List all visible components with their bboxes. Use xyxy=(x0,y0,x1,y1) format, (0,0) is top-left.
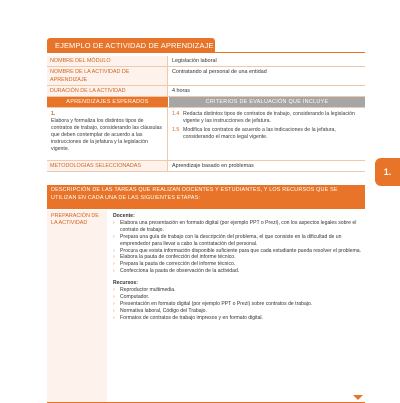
criterio-number: 1.4 xyxy=(172,111,180,117)
list-item-text: Presentación en formato digital (por ejemplo PPT o Prezi) sobre contratos de trabajo. xyxy=(120,300,313,307)
list-item xyxy=(113,220,361,234)
title-divider xyxy=(47,52,365,53)
row-duration xyxy=(47,86,365,97)
row-label: DURACIÓN DE LA ACTIVIDAD xyxy=(47,86,168,96)
list-item xyxy=(113,315,361,322)
metodologias-row xyxy=(47,161,365,172)
docente-heading: Docente: xyxy=(113,213,135,219)
list-item xyxy=(113,248,361,255)
recursos-heading: Recursos: xyxy=(113,280,138,287)
row-label: METODOLOGÍAS SELECCIONADAS xyxy=(47,161,168,171)
bullet-arrow-icon: › xyxy=(113,307,115,314)
criterio-item xyxy=(172,127,361,141)
list-item xyxy=(113,254,361,261)
aprendizaje-text: Elabora y formaliza los distintos tipos de contratos de trabajo, considerando las cláusulas que deben contemplar de acuerdo a las instrucciones de la jefatura y la legislación vigente. xyxy=(51,118,163,152)
bullet-arrow-icon: › xyxy=(113,247,115,254)
preparacion-label: PREPARACIÓN DE LA ACTIVIDAD xyxy=(47,210,107,402)
header-aprendizajes: APRENDIZAJES ESPERADOS xyxy=(47,97,169,107)
descripcion-band: DESCRIPCIÓN DE LAS TAREAS QUE REALIZAN DOCENTES Y ESTUDIANTES, Y LOS RECURSOS QUE SE UTILIZAN EN CADA UNA DE LAS SIGUIENTES ETAPAS: xyxy=(47,185,365,209)
row-value: Contratando al personal de una entidad xyxy=(172,69,267,75)
list-item-text: Confecciona la pauta de observación de la actividad. xyxy=(120,268,240,275)
list-item xyxy=(113,294,361,301)
preparacion-body xyxy=(107,210,365,402)
list-item-text: Prepara una guía de trabajo con la descripción del problema, el que consiste en la dificultad de un emprendedor para llevar a cabo la contratación del personal. xyxy=(120,233,342,247)
list-item-text: Reproductor multimedia. xyxy=(120,287,176,294)
list-item-text: Elabora una presentación en formato digital (por ejemplo PPT o Prezi), con los aspectos legales sobre el contrato de trabajo. xyxy=(120,219,357,233)
info-table xyxy=(47,56,365,172)
preparacion-section xyxy=(47,210,365,402)
list-item-text: Procura que exista información disponible suficiente para que cada estudiante pueda resolver el problema. xyxy=(120,247,361,254)
section-headers xyxy=(47,97,365,108)
criterios-cell xyxy=(168,108,365,160)
aprendizaje-row xyxy=(47,108,365,161)
bullet-arrow-icon: › xyxy=(113,268,115,275)
bullet-arrow-icon: › xyxy=(113,233,115,240)
criterio-text: Redacta distintos tipos de contratos de trabajo, considerando la legislación vigente y las instrucciones de jefatura. xyxy=(183,111,355,124)
list-item xyxy=(113,268,361,275)
row-value: Legislación laboral xyxy=(172,58,217,64)
list-item xyxy=(113,234,361,248)
aprendizaje-number: 1. xyxy=(51,111,56,117)
bullet-arrow-icon: › xyxy=(113,293,115,300)
list-item-text: Formatos de contratos de trabajo impresos y en formato digital. xyxy=(120,314,263,321)
aprendizaje-cell xyxy=(47,108,168,160)
criterio-text: Modifica los contratos de acuerdo a las indicaciones de la jefatura, considerando el marco legal vigente. xyxy=(183,127,336,140)
list-item xyxy=(113,287,361,294)
document-title: EJEMPLO DE ACTIVIDAD DE APRENDIZAJE xyxy=(47,38,215,53)
header-criterios: CRITERIOS DE EVALUACIÓN QUE INCLUYE xyxy=(169,97,365,107)
bullet-arrow-icon: › xyxy=(113,261,115,268)
list-item-text: Prepara la pauta de corrección del informe técnico. xyxy=(120,261,236,268)
bullet-arrow-icon: › xyxy=(113,300,115,307)
list-item xyxy=(113,301,361,308)
list-item-text: Computador. xyxy=(120,293,150,300)
row-label: NOMBRE DEL MÓDULO xyxy=(47,56,168,66)
row-value: 4 horas xyxy=(172,88,190,94)
bullet-arrow-icon: › xyxy=(113,219,115,226)
bullet-arrow-icon: › xyxy=(113,254,115,261)
continue-arrow-icon xyxy=(353,395,363,400)
criterio-item xyxy=(172,111,361,125)
section-tab: 1. xyxy=(375,158,400,186)
list-item-text: Elabora la pauta de confección del informe técnico. xyxy=(120,254,236,261)
criterio-number: 1.5 xyxy=(172,127,180,133)
bullet-arrow-icon: › xyxy=(113,287,115,294)
row-label: NOMBRE DE LA ACTIVIDAD DE APRENDIZAJE xyxy=(47,67,168,85)
list-item xyxy=(113,261,361,268)
list-item-text: Normativa laboral, Código del Trabajo. xyxy=(120,307,207,314)
row-module xyxy=(47,56,365,67)
bullet-arrow-icon: › xyxy=(113,314,115,321)
list-item xyxy=(113,308,361,315)
row-activity-name xyxy=(47,67,365,86)
row-value: Aprendizaje basado en problemas xyxy=(172,163,254,169)
